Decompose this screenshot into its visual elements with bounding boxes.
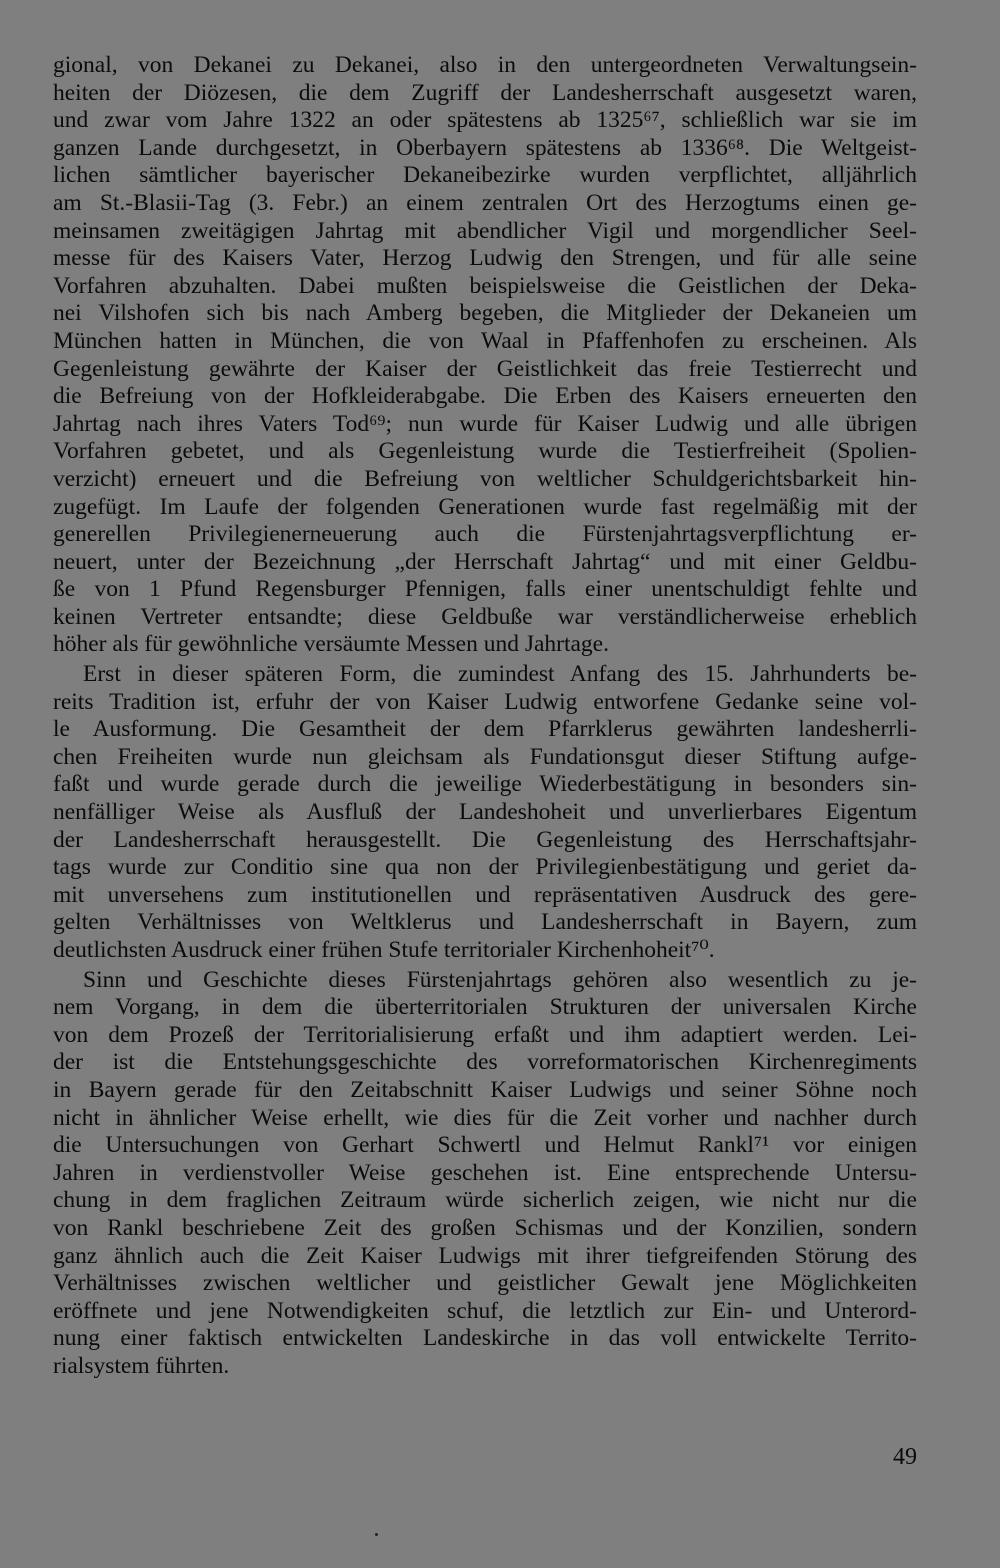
text-line: Gegenleistung gewährte der Kaiser der Geistlichkeit das freie Testierrecht und bbox=[53, 355, 917, 382]
text-line: tags wurde zur Conditio sine qua non der Privilegienbestätigung und geriet da- bbox=[53, 854, 917, 881]
text-line: Jahrtag nach ihres Vaters Tod⁶⁹; nun wurde für Kaiser Ludwig und alle übrigen bbox=[53, 410, 917, 437]
text-line: generellen Privilegienerneuerung auch die Fürstenjahrtagsverpflichtung er- bbox=[53, 521, 917, 548]
text-line: rialsystem führten. bbox=[53, 1352, 230, 1379]
text-line: chung in dem fraglichen Zeitraum würde sicherlich zeigen, wie nicht nur die bbox=[53, 1187, 917, 1214]
text-line: messe für des Kaisers Vater, Herzog Ludwig den Strengen, und für alle seine bbox=[53, 245, 917, 272]
paragraph bbox=[53, 661, 917, 965]
text-line: nem Vorgang, in dem die überterritorialen Strukturen der universalen Kirche bbox=[53, 994, 917, 1021]
text-line: nicht in ähnlicher Weise erhellt, wie dies für die Zeit vorher und nachher durch bbox=[53, 1104, 917, 1131]
text-line: die Untersuchungen von Gerhart Schwertl und Helmut Rankl⁷¹ vor einigen bbox=[53, 1132, 917, 1159]
paragraph bbox=[53, 52, 917, 659]
text-line: gional, von Dekanei zu Dekanei, also in den untergeordneten Verwaltungsein- bbox=[53, 52, 917, 78]
text-line: von Rankl beschriebene Zeit des großen Schismas und der Konzilien, sondern bbox=[53, 1214, 917, 1241]
paragraph bbox=[53, 967, 917, 1381]
text-line: lichen sämtlicher bayerischer Dekaneibezirke wurden verpflichtet, alljährlich bbox=[53, 162, 917, 189]
text-line: München hatten in München, die von Waal in Pfaffenhofen zu erscheinen. Als bbox=[53, 327, 917, 354]
text-line: Verhältnisses zwischen weltlicher und geistlicher Gewalt jene Möglichkeiten bbox=[53, 1270, 917, 1297]
text-line: gelten Verhältnisses von Weltklerus und Landesherrschaft in Bayern, zum bbox=[53, 909, 917, 936]
text-line: Vorfahren abzuhalten. Dabei mußten beispielsweise die Geistlichen der Deka- bbox=[53, 272, 917, 299]
text-line: ganzen Lande durchgesetzt, in Oberbayern spätestens ab 1336⁶⁸. Die Weltgeist- bbox=[53, 134, 917, 161]
body-text bbox=[53, 52, 917, 1381]
text-line: der ist die Entstehungsgeschichte des vorreformatorischen Kirchenregiments bbox=[53, 1049, 917, 1076]
text-line: keinen Vertreter entsandte; diese Geldbuße war verständlicherweise erheblich bbox=[53, 603, 917, 630]
text-line: neuert, unter der Bezeichnung „der Herrschaft Jahrtag“ und mit einer Geldbu- bbox=[53, 548, 917, 575]
text-line: chen Freiheiten wurde nun gleichsam als Fundationsgut dieser Stiftung aufge- bbox=[53, 743, 917, 770]
text-line: Vorfahren gebetet, und als Gegenleistung wurde die Testierfreiheit (Spolien- bbox=[53, 438, 917, 465]
text-line: höher als für gewöhnliche versäumte Messen und Jahrtage. bbox=[53, 631, 609, 658]
text-line: Sinn und Geschichte dieses Fürstenjahrtags gehören also wesentlich zu je- bbox=[83, 966, 917, 993]
page-number: 49 bbox=[893, 1444, 917, 1470]
text-line: die Befreiung von der Hofkleiderabgabe. Die Erben des Kaisers erneuerten den bbox=[53, 383, 917, 410]
text-line: le Ausformung. Die Gesamtheit der dem Pfarrklerus gewährten landesherrli- bbox=[53, 716, 917, 743]
text-line: faßt und wurde gerade durch die jeweilige Wiederbestätigung in besonders sin- bbox=[53, 771, 917, 798]
text-line: meinsamen zweitägigen Jahrtag mit abendlicher Vigil und morgendlicher Seel- bbox=[53, 217, 917, 244]
text-line: von dem Prozeß der Territorialisierung erfaßt und ihm adaptiert werden. Lei- bbox=[53, 1021, 917, 1048]
text-line: mit unversehens zum institutionellen und repräsentativen Ausdruck des gere- bbox=[53, 881, 917, 908]
text-line: ße von 1 Pfund Regensburger Pfennigen, falls einer unentschuldigt fehlte und bbox=[53, 576, 917, 603]
text-line: nung einer faktisch entwickelten Landeskirche in das voll entwickelte Territo- bbox=[53, 1325, 917, 1352]
text-line: verzicht) erneuert und die Befreiung von weltlicher Schuldgerichtsbarkeit hin- bbox=[53, 465, 917, 492]
text-line: ganz ähnlich auch die Zeit Kaiser Ludwigs mit ihrer tiefgreifenden Störung des bbox=[53, 1242, 917, 1269]
text-line: reits Tradition ist, erfuhr der von Kaiser Ludwig entworfene Gedanke seine vol- bbox=[53, 688, 917, 715]
text-line: deutlichsten Ausdruck einer frühen Stufe territorialer Kirchenhoheit⁷⁰. bbox=[53, 937, 715, 963]
text-line: der Landesherrschaft herausgestellt. Die Gegenleistung des Herrschaftsjahr- bbox=[53, 826, 917, 853]
text-line: und zwar vom Jahre 1322 an oder spätestens ab 1325⁶⁷, schließlich war sie im bbox=[53, 107, 917, 134]
text-line: eröffnete und jene Notwendigkeiten schuf, die letztlich zur Ein- und Unterord- bbox=[53, 1297, 917, 1324]
text-line: Jahren in verdienstvoller Weise geschehen ist. Eine entsprechende Untersu- bbox=[53, 1159, 917, 1186]
text-line: zugefügt. Im Laufe der folgenden Generationen wurde fast regelmäßig mit der bbox=[53, 493, 917, 520]
text-line: Erst in dieser späteren Form, die zumindest Anfang des 15. Jahrhunderts be- bbox=[83, 661, 917, 688]
text-line: nenfälliger Weise als Ausfluß der Landeshoheit und unverlierbares Eigentum bbox=[53, 799, 917, 826]
text-line: in Bayern gerade für den Zeitabschnitt Kaiser Ludwigs und seiner Söhne noch bbox=[53, 1076, 917, 1103]
text-line: am St.-Blasii-Tag (3. Febr.) an einem zentralen Ort des Herzogtums einen ge- bbox=[53, 189, 917, 216]
text-line: nei Vilshofen sich bis nach Amberg begeben, die Mitglieder der Dekaneien um bbox=[53, 300, 917, 327]
scan-speck bbox=[375, 1533, 378, 1536]
text-line: heiten der Diözesen, die dem Zugriff der Landesherrschaft ausgesetzt waren, bbox=[53, 79, 917, 106]
